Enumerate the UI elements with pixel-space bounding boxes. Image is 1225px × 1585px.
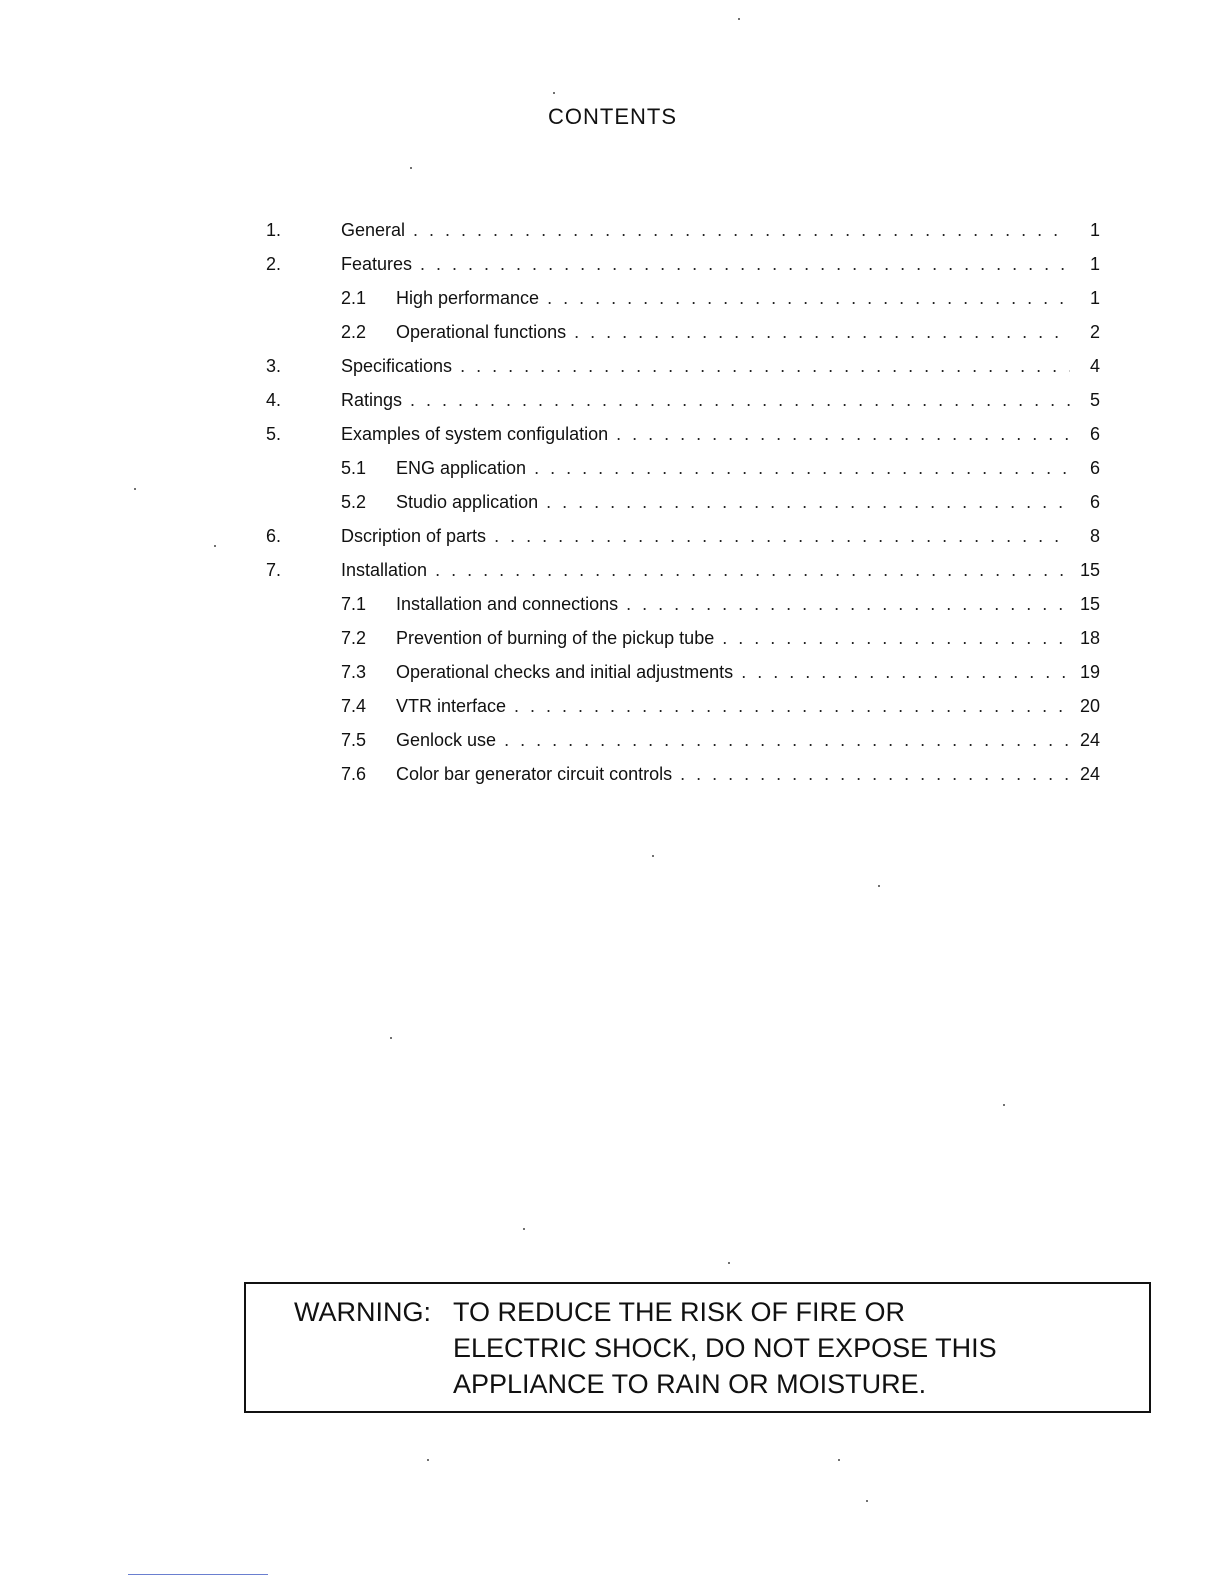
toc-page-number: 2 [1089, 322, 1100, 342]
toc-entry-label: Color bar generator circuit controls [396, 764, 673, 784]
toc-page-number: 1 [1089, 288, 1100, 308]
toc-entry-label: Installation [341, 560, 428, 580]
dot-leader [574, 315, 1070, 349]
dot-leader [680, 757, 1070, 791]
scan-speck [134, 488, 136, 490]
scan-speck [523, 1228, 525, 1230]
toc-page-number: 8 [1089, 526, 1100, 546]
toc-entry-label: Features [341, 254, 413, 274]
toc-page-number: 5 [1089, 390, 1100, 410]
scan-speck [410, 167, 412, 169]
toc-page-number: 18 [1079, 628, 1100, 648]
page-title: CONTENTS [548, 104, 677, 129]
toc-page-number: 15 [1079, 594, 1100, 614]
toc-subsection-number: 5.1 [341, 458, 367, 478]
dot-leader [460, 349, 1070, 383]
toc-entry [0, 723, 1225, 757]
warning-line: APPLIANCE TO RAIN OR MOISTURE. [453, 1369, 927, 1399]
toc-subsection-number: 7.1 [341, 594, 367, 614]
toc-entry [0, 689, 1225, 723]
warning-line: TO REDUCE THE RISK OF FIRE OR [453, 1297, 906, 1327]
toc-entry-label: Specifications [341, 356, 453, 376]
dot-leader [413, 213, 1070, 247]
toc-entry-label: High performance [396, 288, 540, 308]
toc-page-number: 6 [1089, 424, 1100, 444]
toc-entry [0, 417, 1225, 451]
toc-entry-label: ENG application [396, 458, 527, 478]
scan-speck [1003, 1104, 1005, 1106]
scan-rule-line [128, 1574, 268, 1575]
dot-leader [420, 247, 1070, 281]
toc-entry [0, 757, 1225, 791]
scan-speck [866, 1500, 868, 1502]
toc-entry-label: Ratings [341, 390, 403, 410]
toc-entry-label: Genlock use [396, 730, 497, 750]
toc-page-number: 4 [1089, 356, 1100, 376]
scan-speck [427, 1459, 429, 1461]
scan-speck [553, 92, 555, 94]
toc-subsection-number: 2.1 [341, 288, 367, 308]
toc-entry [0, 485, 1225, 519]
scan-speck [838, 1459, 840, 1461]
toc-section-number: 2. [266, 254, 282, 274]
toc-page-number: 15 [1079, 560, 1100, 580]
dot-leader [741, 655, 1070, 689]
toc-subsection-number: 7.2 [341, 628, 367, 648]
scan-speck [390, 1037, 392, 1039]
toc-subsection-number: 7.6 [341, 764, 367, 784]
dot-leader [435, 553, 1070, 587]
toc-page-number: 6 [1089, 458, 1100, 478]
warning-box [244, 1282, 1151, 1413]
warning-text [453, 1294, 997, 1402]
toc-subsection-number: 7.3 [341, 662, 367, 682]
toc-page-number: 1 [1089, 254, 1100, 274]
toc-entry [0, 519, 1225, 553]
scan-speck [878, 885, 880, 887]
toc-entry [0, 655, 1225, 689]
toc-subsection-number: 7.4 [341, 696, 367, 716]
dot-leader [626, 587, 1070, 621]
toc-entry-label: Prevention of burning of the pickup tube [396, 628, 715, 648]
toc-entry-label: Installation and connections [396, 594, 619, 614]
toc-entry [0, 281, 1225, 315]
toc-section-number: 4. [266, 390, 282, 410]
dot-leader [616, 417, 1070, 451]
dot-leader [514, 689, 1070, 723]
toc-entry [0, 315, 1225, 349]
toc-section-number: 7. [266, 560, 282, 580]
scan-speck [728, 1262, 730, 1264]
dot-leader [410, 383, 1070, 417]
warning-line: ELECTRIC SHOCK, DO NOT EXPOSE THIS [453, 1333, 997, 1363]
toc-section-number: 1. [266, 220, 282, 240]
toc-subsection-number: 5.2 [341, 492, 367, 512]
scan-speck [738, 18, 740, 20]
toc-entry [0, 383, 1225, 417]
toc-subsection-number: 7.5 [341, 730, 367, 750]
toc-entry-label: Operational functions [396, 322, 567, 342]
toc-entry-label: Studio application [396, 492, 539, 512]
toc-entry [0, 349, 1225, 383]
toc-entry [0, 213, 1225, 247]
warning-label: WARNING: [294, 1297, 431, 1327]
dot-leader [504, 723, 1070, 757]
toc-section-number: 5. [266, 424, 282, 444]
scan-speck [214, 545, 216, 547]
toc-entry [0, 553, 1225, 587]
toc-page-number: 6 [1089, 492, 1100, 512]
toc-page-number: 1 [1089, 220, 1100, 240]
toc-entry-label: VTR interface [396, 696, 507, 716]
toc-subsection-number: 2.2 [341, 322, 367, 342]
toc-entry-label: Operational checks and initial adjustments [396, 662, 734, 682]
toc-entry-label: Dscription of parts [341, 526, 487, 546]
toc-page-number: 20 [1079, 696, 1100, 716]
toc-page-number: 19 [1079, 662, 1100, 682]
dot-leader [547, 281, 1070, 315]
toc-entry [0, 247, 1225, 281]
toc-entry [0, 587, 1225, 621]
toc-entry-label: General [341, 220, 406, 240]
toc-section-number: 6. [266, 526, 282, 546]
dot-leader [722, 621, 1070, 655]
toc-section-number: 3. [266, 356, 282, 376]
dot-leader [546, 485, 1070, 519]
toc-entry [0, 621, 1225, 655]
toc-page-number: 24 [1079, 730, 1100, 750]
dot-leader [534, 451, 1070, 485]
toc-entry-label: Examples of system configulation [341, 424, 609, 444]
scan-speck [652, 855, 654, 857]
toc-entry [0, 451, 1225, 485]
toc-page-number: 24 [1079, 764, 1100, 784]
dot-leader [494, 519, 1070, 553]
